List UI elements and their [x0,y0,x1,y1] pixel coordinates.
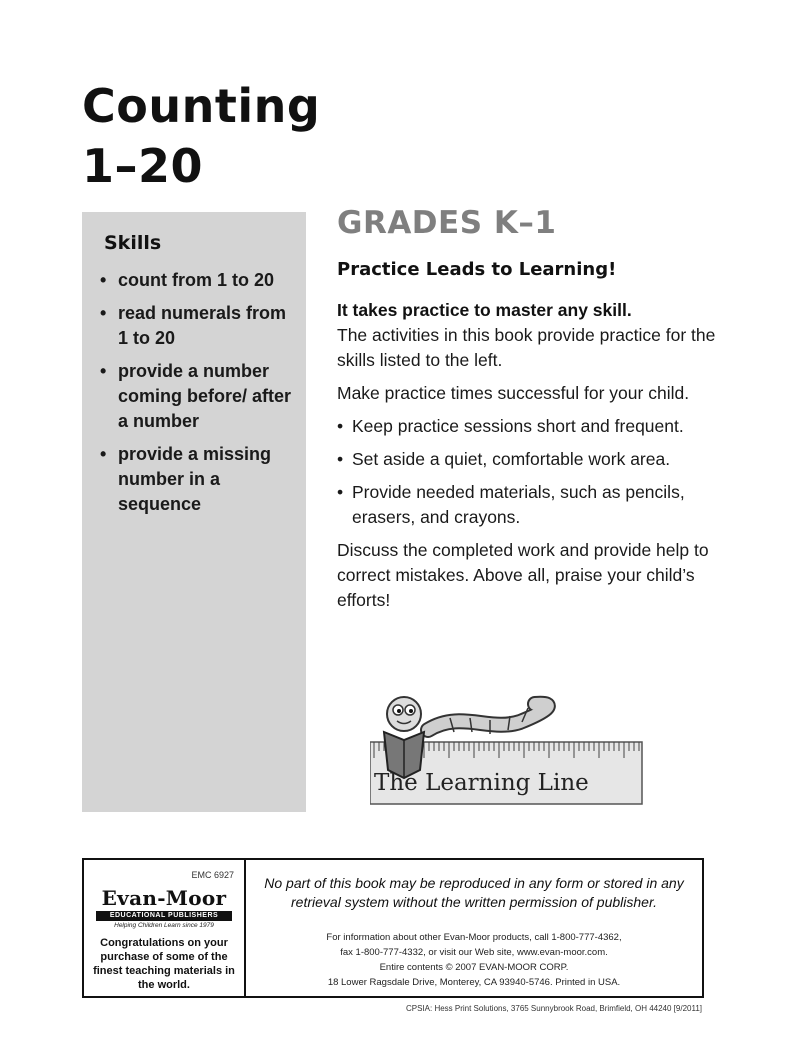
congrats-text: Congratulations on your purchase of some of the finest teaching materials in the world. [93,937,235,991]
learning-line-text: The Learning Line [374,770,589,796]
grades-heading: GRADES K–1 [337,205,557,241]
copyright-notice: No part of this book may be reproduced in any form or stored in any retrieval system without the written permission of publisher. [264,875,684,910]
tip-item: • Set aside a quiet, comfortable work area. [337,447,717,472]
cpsia-note: CPSIA: Hess Print Solutions, 3765 Sunnybrook Road, Brimfield, OH 44240 [9/2011] [405,1004,702,1013]
closing-text: Discuss the completed work and provide help to correct mistakes. Above all, praise your child’s efforts! [337,540,709,610]
skill-item: • count from 1 to 20 [100,268,300,293]
product-code: EMC 6927 [191,870,234,880]
publisher-info [84,860,246,996]
skills-list [100,268,300,525]
learning-line-logo [370,692,645,812]
skill-item: • read numerals from 1 to 20 [100,301,300,351]
since-tagline: Helping Children Learn since 1979 [114,922,214,929]
contact-line: fax 1-800-777-4332, or visit our Web site, www.evan-moor.com. [340,947,608,958]
footer-box [82,858,704,998]
make-practice-text: Make practice times successful for your child. [337,383,690,403]
page-title [82,76,320,196]
skill-item: • provide a number coming before/ after a number [100,359,300,434]
skill-item: • provide a missing number in a sequence [100,442,300,517]
tips-list [337,414,717,530]
tip-item: • Provide needed materials, such as pencils, erasers, and crayons. [337,480,717,530]
title-line-2: 1–20 [82,139,204,193]
intro-text [337,298,717,621]
skills-panel [82,212,306,812]
tip-item: • Keep practice sessions short and frequent. [337,414,717,439]
intro-lead: It takes practice to master any skill. [337,300,632,320]
title-line-1: Counting [82,79,321,133]
contact-info [252,930,696,990]
skills-heading: Skills [104,232,162,254]
contact-line: For information about other Evan-Moor products, call 1-800-777-4362, [326,932,622,943]
contact-line: 18 Lower Ragsdale Drive, Monterey, CA 93940-5746. Printed in USA. [327,977,621,988]
practice-heading: Practice Leads to Learning! [337,259,617,280]
contact-line: Entire contents © 2007 EVAN-MOOR CORP. [379,962,569,973]
intro-body: The activities in this book provide practice for the skills listed to the left. [337,325,716,370]
publisher-tagline: EDUCATIONAL PUBLISHERS [96,911,232,921]
evan-moor-logo: Evan-Moor [101,886,227,910]
